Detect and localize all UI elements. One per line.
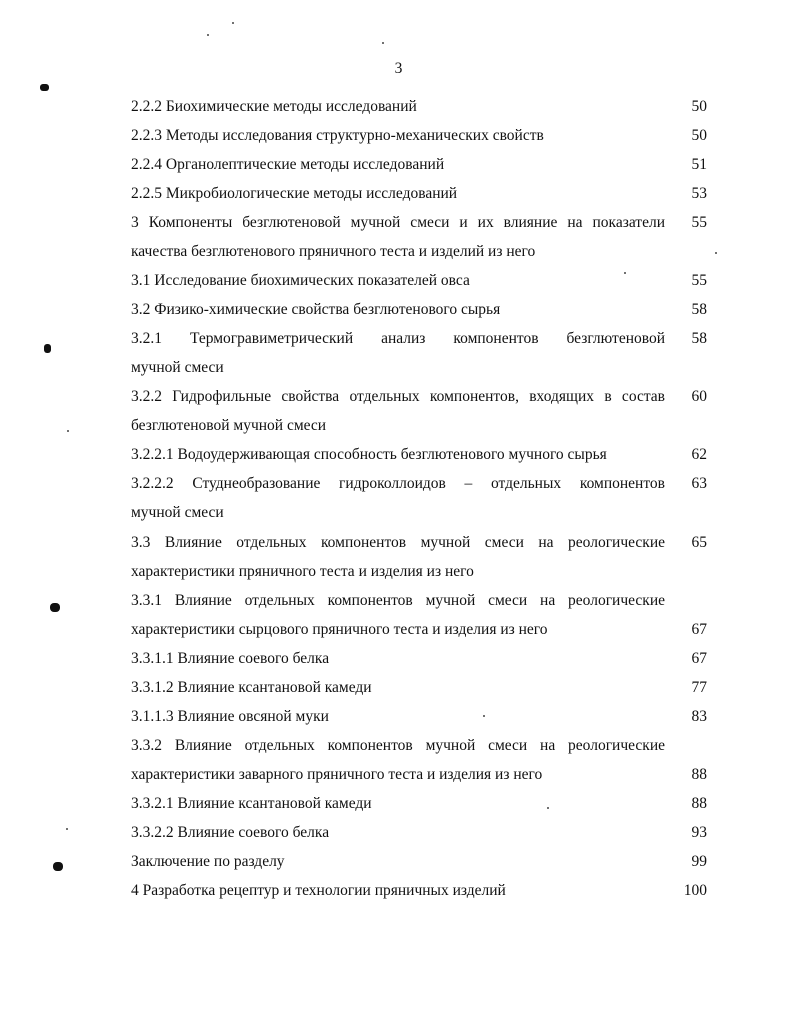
toc-entry-title-line: 3.3 Влияние отдельных компонентов мучной смеси на реологические [131, 534, 665, 551]
toc-entry [131, 818, 707, 847]
toc-entry [131, 876, 707, 905]
toc-entry-title: 3.1.1.3 Влияние овсяной муки [131, 708, 329, 725]
toc-entry-title-line: безглютеновой мучной смеси [131, 417, 327, 434]
scan-speck-dot [547, 807, 549, 809]
page-number: 3 [394, 60, 403, 77]
toc-entry-title-line: 3.2.2.2 Студнеобразование гидроколлоидов – отдельных компонентов [131, 475, 665, 492]
toc-entry-page: 99 [691, 853, 707, 870]
toc-entry [131, 92, 707, 121]
toc-entry-title [131, 586, 665, 644]
scan-speck-dot [382, 42, 384, 44]
toc-entry-title: 3.3.2.2 Влияние соевого белка [131, 824, 330, 841]
toc-entry-title: 3.3.2.1 Влияние ксантановой камеди [131, 795, 372, 812]
scan-speck-dot [715, 252, 717, 254]
toc-entry [131, 295, 707, 324]
toc-entry-title [131, 324, 665, 382]
toc-entry [131, 528, 707, 586]
toc-entry-page: 63 [691, 475, 707, 492]
toc-entry-title-line: характеристики сырцового пряничного теста и изделия из него [131, 621, 548, 638]
toc-entry-title: 2.2.4 Органолептические методы исследований [131, 156, 445, 173]
toc-entry-title [131, 731, 665, 789]
toc-entry [131, 789, 707, 818]
toc-entry [131, 266, 707, 295]
toc-entry [131, 731, 707, 789]
toc-entry-title: 3.3.1.2 Влияние ксантановой камеди [131, 679, 372, 696]
table-of-contents [131, 92, 707, 905]
scan-speck-mark [40, 84, 49, 91]
toc-entry-title [131, 528, 665, 586]
toc-entry [131, 469, 707, 527]
scan-speck-mark [50, 603, 60, 612]
toc-entry [131, 150, 707, 179]
toc-entry-title: 3.3.1.1 Влияние соевого белка [131, 650, 330, 667]
toc-entry-title-line: 3.2.2 Гидрофильные свойства отдельных компонентов, входящих в состав [131, 388, 665, 405]
toc-entry [131, 440, 707, 469]
toc-entry [131, 121, 707, 150]
toc-entry-title-line: качества безглютенового пряничного теста и изделий из него [131, 243, 536, 260]
toc-entry [131, 847, 707, 876]
toc-entry-title: 3.2 Физико-химические свойства безглютенового сырья [131, 301, 501, 318]
toc-entry-page: 88 [691, 766, 707, 783]
scan-speck-dot [207, 34, 209, 36]
toc-entry-title: 2.2.5 Микробиологические методы исследований [131, 185, 458, 202]
toc-entry-title: 4 Разработка рецептур и технологии пряничных изделий [131, 882, 506, 899]
toc-entry-title [131, 208, 665, 266]
toc-entry-title [131, 382, 665, 440]
toc-entry-page: 60 [691, 388, 707, 405]
toc-entry [131, 208, 707, 266]
toc-entry-page: 77 [691, 679, 707, 696]
toc-entry-title: 3.2.2.1 Водоудерживающая способность безглютенового мучного сырья [131, 446, 607, 463]
scan-speck-mark [44, 344, 51, 353]
toc-entry-title-line: характеристики пряничного теста и изделия из него [131, 563, 474, 580]
toc-entry-page: 58 [691, 330, 707, 347]
toc-entry-page: 50 [691, 127, 707, 144]
toc-entry-title-line: 3.3.1 Влияние отдельных компонентов мучной смеси на реологические [131, 592, 665, 609]
toc-entry-title-line: 3.3.2 Влияние отдельных компонентов мучной смеси на реологические [131, 737, 665, 754]
toc-entry-title-line: 3.2.1 Термогравиметрический анализ компонентов безглютеновой [131, 330, 665, 347]
toc-entry [131, 702, 707, 731]
scan-speck-dot [66, 828, 68, 830]
scan-speck-dot [67, 430, 69, 432]
scan-speck-mark [53, 862, 63, 871]
toc-entry-page: 88 [691, 795, 707, 812]
toc-entry-title-line: 3 Компоненты безглютеновой мучной смеси и их влияние на показатели [131, 214, 665, 231]
scan-speck-dot [232, 22, 234, 24]
toc-entry-page: 67 [691, 650, 707, 667]
toc-entry-title-line: характеристики заварного пряничного теста и изделия из него [131, 766, 543, 783]
toc-entry [131, 324, 707, 382]
toc-entry-title: 2.2.3 Методы исследования структурно-механических свойств [131, 127, 544, 144]
toc-entry [131, 644, 707, 673]
toc-entry-page: 51 [691, 156, 707, 173]
toc-entry-title-line: мучной смеси [131, 504, 224, 521]
toc-entry-page: 55 [691, 272, 707, 289]
toc-entry [131, 382, 707, 440]
toc-entry-page: 62 [691, 446, 707, 463]
toc-entry-page: 58 [691, 301, 707, 318]
toc-entry-title: Заключение по разделу [131, 853, 285, 870]
scan-speck-dot [624, 272, 626, 274]
toc-entry-page: 100 [683, 882, 707, 899]
toc-entry-page: 50 [691, 98, 707, 115]
toc-entry-page: 67 [691, 621, 707, 638]
scan-speck-dot [483, 715, 485, 717]
toc-entry-page: 55 [691, 214, 707, 231]
toc-entry-page: 93 [691, 824, 707, 841]
toc-entry-page: 65 [691, 534, 707, 551]
toc-entry-page: 53 [691, 185, 707, 202]
toc-entry-title-line: мучной смеси [131, 359, 224, 376]
toc-entry [131, 179, 707, 208]
toc-entry-title: 3.1 Исследование биохимических показателей овса [131, 272, 470, 289]
toc-entry-title [131, 469, 665, 527]
toc-entry [131, 586, 707, 644]
toc-entry-page: 83 [691, 708, 707, 725]
toc-entry [131, 673, 707, 702]
toc-entry-title: 2.2.2 Биохимические методы исследований [131, 98, 417, 115]
